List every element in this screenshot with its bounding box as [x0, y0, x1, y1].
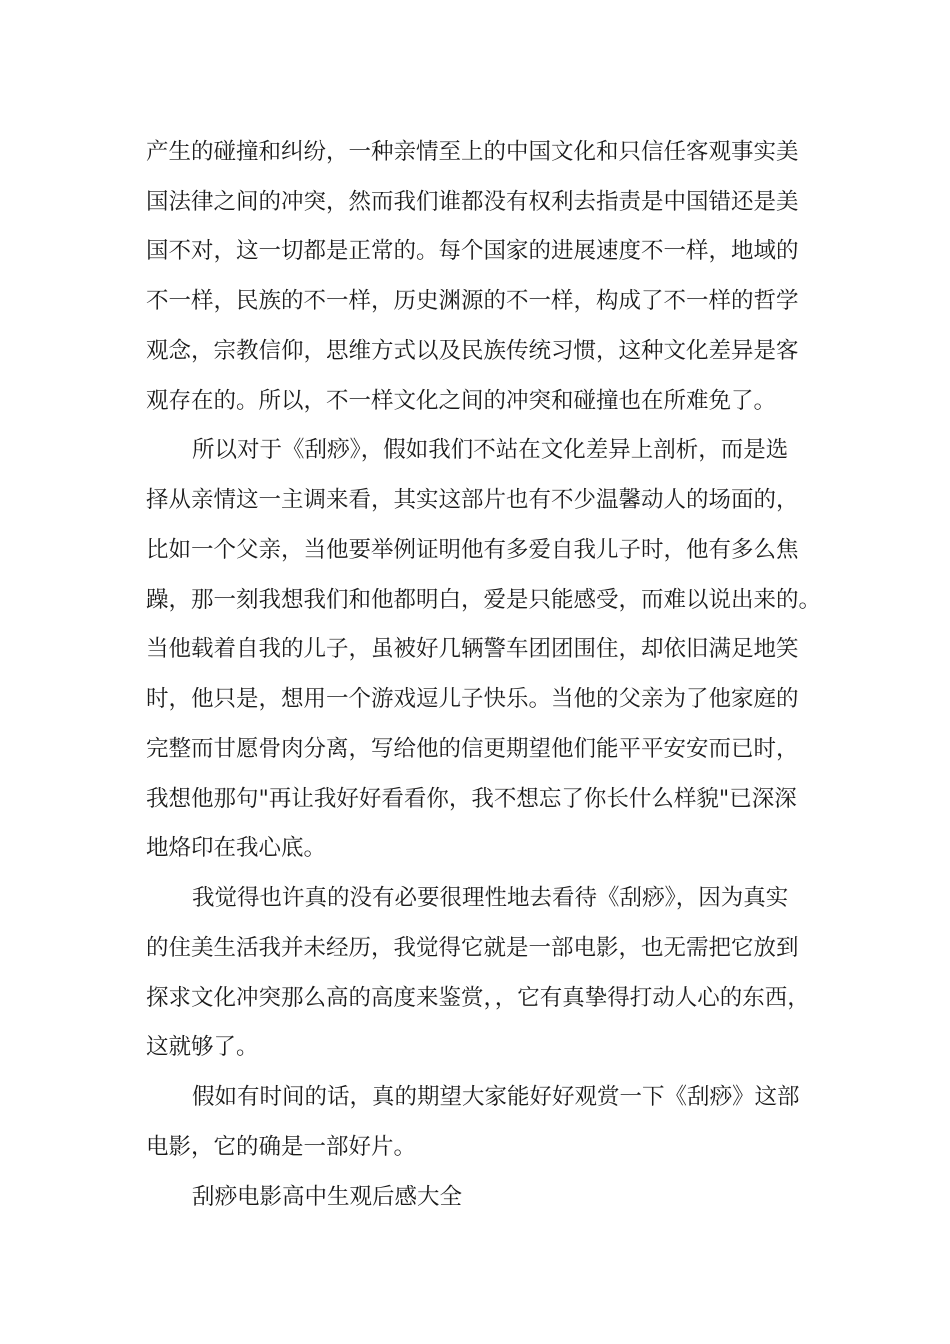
section-heading: 刮痧电影高中生观后感大全 — [192, 1184, 463, 1210]
text-line: 电影，它的确是一部好片。 — [146, 1134, 417, 1160]
paragraph-first-line: 假如有时间的话，真的期望大家能好好观赏一下《刮痧》这部 — [192, 1084, 800, 1110]
text-line: 完整而甘愿骨肉分离，写给他的信更期望他们能平平安安而已时， — [146, 736, 799, 762]
text-line: 择从亲情这一主调来看，其实这部片也有不少温馨动人的场面的， — [146, 487, 799, 513]
text-line: 当他载着自我的儿子，虽被好几辆警车团团围住，却依旧满足地笑 — [146, 636, 799, 662]
text-line: 时，他只是，想用一个游戏逗儿子快乐。当他的父亲为了他家庭的 — [146, 686, 799, 712]
text-line: 我想他那句"再让我好好看看你，我不想忘了你长什么样貌"已深深 — [146, 786, 797, 812]
text-line: 比如一个父亲，当他要举例证明他有多爱自我儿子时，他有多么焦 — [146, 537, 799, 563]
text-line: 的住美生活我并未经历，我觉得它就是一部电影，也无需把它放到 — [146, 935, 799, 961]
text-line: 地烙印在我心底。 — [146, 835, 327, 861]
text-line: 观存在的。所以，不一样文化之间的冲突和碰撞也在所难免了。 — [146, 388, 777, 414]
text-line: 观念，宗教信仰，思维方式以及民族传统习惯，这种文化差异是客 — [146, 338, 799, 364]
paragraph-first-line: 我觉得也许真的没有必要很理性地去看待《刮痧》，因为真实 — [192, 885, 789, 911]
text-line: 国法律之间的冲突，然而我们谁都没有权利去指责是中国错还是美 — [146, 189, 799, 215]
text-line: 探求文化冲突那么高的高度来鉴赏，，它有真挚得打动人心的东西， — [146, 985, 810, 1011]
text-line: 不一样，民族的不一样，历史渊源的不一样，构成了不一样的哲学 — [146, 288, 799, 314]
text-line: 产生的碰撞和纠纷，一种亲情至上的中国文化和只信任客观事实美 — [146, 139, 799, 165]
text-line: 这就够了。 — [146, 1034, 259, 1060]
paragraph-first-line: 所以对于《刮痧》，假如我们不站在文化差异上剖析，而是选 — [192, 437, 789, 463]
text-line: 国不对，这一切都是正常的。每个国家的进展速度不一样，地域的 — [146, 238, 799, 264]
text-line: 躁，那一刻我想我们和他都明白，爱是只能感受，而难以说出来的。 — [146, 587, 822, 613]
